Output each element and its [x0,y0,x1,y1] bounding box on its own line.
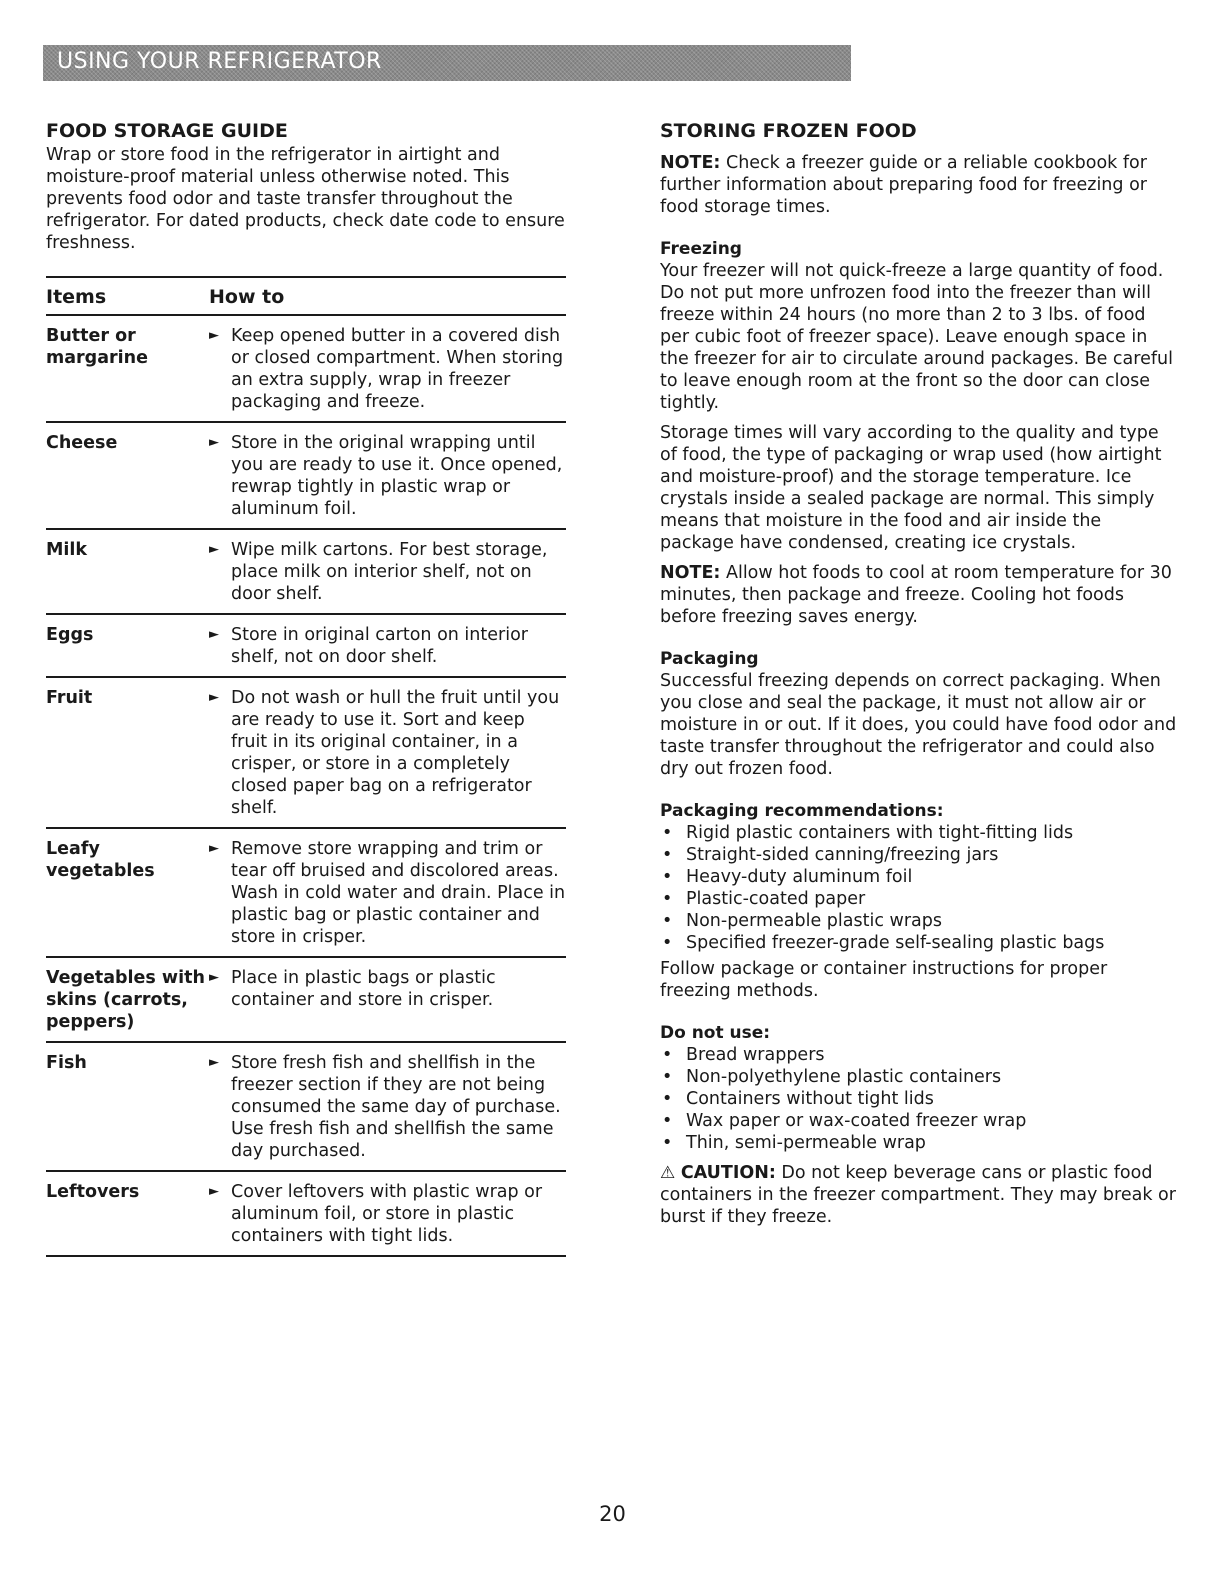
freezing-paragraph-2: Storage times will vary according to the quality and type of food, the type of packaging or wrap used (how airtight and moisture-proof) and the storage temperature. Ice crystals inside a sealed package are normal. This simply means that moisture in the food and air inside the package have condensed, creating ice crystals. [660,423,1162,553]
note-label: NOTE: [660,563,721,583]
item-cell: Vegetables with skins (carrots, peppers) [46,957,209,1042]
list-item: • Specified freezer-grade self-sealing plastic bags [662,933,1105,953]
howto-text: Remove store wrapping and trim or tear off bruised and discolored areas. Wash in cold water and drain. Place in plastic bag or plastic container and store in crisper. [231,839,566,947]
food-storage-guide-title: FOOD STORAGE GUIDE [46,120,288,142]
bullet-icon: • [662,889,673,909]
caution-paragraph [660,1162,1180,1228]
item-cell: Fish [46,1042,209,1171]
packaging-heading: Packaging [660,649,759,669]
howto-text: Wipe milk cartons. For best storage, place milk on interior shelf, not on door shelf. [231,540,548,604]
item-cell: Leafy vegetables [46,828,209,957]
item-cell: Eggs [46,614,209,677]
howto-text: Store in original carton on interior shelf, not on door shelf. [231,625,528,667]
note-text: Check a freezer guide or a reliable cookbook for further information about preparing food for freezing or food storage times. [660,153,1147,217]
caution-label: CAUTION: [680,1163,776,1183]
howto-text: Store fresh fish and shellfish in the freezer section if they are not being consumed the same day of purchase. Use fresh fish and shellfish the same day purchased. [231,1053,561,1161]
list-item: • Non-polyethylene plastic containers [662,1067,1002,1087]
list-item: • Wax paper or wax-coated freezer wrap [662,1111,1027,1131]
howto-text: Do not wash or hull the fruit until you are ready to use it. Sort and keep fruit in its original container, in a crisper, or store in a completely closed paper bag on a refrigerator shelf. [231,688,560,818]
howto-text: Place in plastic bags or plastic container and store in crisper. [231,968,496,1010]
pointer-arrow-icon: ► [209,690,219,705]
pointer-arrow-icon: ► [209,328,219,343]
table-row [46,529,566,614]
page-number: 20 [599,1502,626,1526]
howto-header: How to [209,277,566,315]
bullet-icon: • [662,845,673,865]
bullet-icon: • [662,1089,673,1109]
howto-cell [209,422,566,529]
packaging-follow-text: Follow package or container instructions for proper freezing methods. [660,959,1108,1001]
section-title: USING YOUR REFRIGERATOR [57,49,382,74]
freezing-heading: Freezing [660,239,742,259]
list-item: • Non-permeable plastic wraps [662,911,942,931]
note-hot-foods [660,562,1180,628]
table-row [46,828,566,957]
bullet-icon: • [662,1111,673,1131]
packaging-recommendations-list [660,822,1180,954]
bullet-icon: • [662,1133,673,1153]
table-row [46,1171,566,1256]
do-not-use-heading: Do not use: [660,1023,771,1043]
howto-cell [209,315,566,422]
list-item: • Bread wrappers [662,1045,825,1065]
howto-text: Store in the original wrapping until you are ready to use it. Once opened, rewrap tightly in plastic wrap or aluminum foil. [231,433,563,519]
howto-cell [209,1042,566,1171]
list-item: • Containers without tight lids [662,1089,934,1109]
storing-frozen-food-title: STORING FROZEN FOOD [660,120,917,142]
food-storage-table [46,276,566,1257]
howto-cell [209,614,566,677]
pointer-arrow-icon: ► [209,1055,219,1070]
bullet-icon: • [662,1045,673,1065]
howto-cell [209,1171,566,1256]
table-row [46,315,566,422]
list-item: • Thin, semi-permeable wrap [662,1133,926,1153]
items-header: Items [46,277,209,315]
freezing-paragraph-1: Your freezer will not quick-freeze a large quantity of food. Do not put more unfrozen food into the freezer than will freeze within 24 hours (no more than 2 to 3 lbs. of food per cubic foot of freezer space). Leave enough space in the freezer for air to circulate around packages. Be careful to leave enough room at the front so the door can close tightly. [660,261,1173,413]
packaging-recommendations-heading: Packaging recommendations: [660,801,944,821]
table-row [46,957,566,1042]
food-storage-intro: Wrap or store food in the refrigerator in airtight and moisture-proof material unless otherwise noted. This prevents food odor and taste transfer throughout the refrigerator. For dated products, check date code to ensure freshness. [46,145,565,253]
item-cell: Cheese [46,422,209,529]
pointer-arrow-icon: ► [209,841,219,856]
list-item: • Plastic-coated paper [662,889,866,909]
note-freezer-guide [660,152,1180,218]
howto-cell [209,957,566,1042]
item-cell: Fruit [46,677,209,828]
howto-cell [209,677,566,828]
pointer-arrow-icon: ► [209,1184,219,1199]
bullet-icon: • [662,911,673,931]
caution-text: Do not keep beverage cans or plastic food containers in the freezer compartment. They may break or burst if they freeze. [660,1163,1176,1227]
warning-triangle-icon: ⚠ [660,1163,676,1183]
table-row [46,1042,566,1171]
bullet-icon: • [662,1067,673,1087]
pointer-arrow-icon: ► [209,627,219,642]
pointer-arrow-icon: ► [209,542,219,557]
howto-text: Cover leftovers with plastic wrap or aluminum foil, or store in plastic containers with tight lids. [231,1182,543,1246]
table-row [46,422,566,529]
list-item: • Straight-sided canning/freezing jars [662,845,999,865]
bullet-icon: • [662,867,673,887]
item-cell: Leftovers [46,1171,209,1256]
table-row [46,677,566,828]
bullet-icon: • [662,933,673,953]
howto-cell [209,529,566,614]
howto-cell [209,828,566,957]
do-not-use-list [660,1044,1180,1154]
item-cell: Butter or margarine [46,315,209,422]
section-banner [43,45,851,81]
pointer-arrow-icon: ► [209,970,219,985]
item-cell: Milk [46,529,209,614]
storing-frozen-food-column [660,118,1180,1228]
packaging-paragraph: Successful freezing depends on correct packaging. When you close and seal the package, it must not allow air or moisture in or out. If it does, you could have food odor and taste transfer throughout the refrigerator and could also dry out frozen food. [660,671,1177,779]
pointer-arrow-icon: ► [209,435,219,450]
list-item: • Rigid plastic containers with tight-fitting lids [662,823,1074,843]
note-label: NOTE: [660,153,721,173]
food-storage-guide-column [46,118,566,1257]
table-row [46,614,566,677]
table-header-row [46,277,566,315]
howto-text: Keep opened butter in a covered dish or closed compartment. When storing an extra supply, wrap in freezer packaging and freeze. [231,326,564,412]
note-text: Allow hot foods to cool at room temperature for 30 minutes, then package and freeze. Cooling hot foods before freezing saves energy. [660,563,1172,627]
bullet-icon: • [662,823,673,843]
list-item: • Heavy-duty aluminum foil [662,867,913,887]
